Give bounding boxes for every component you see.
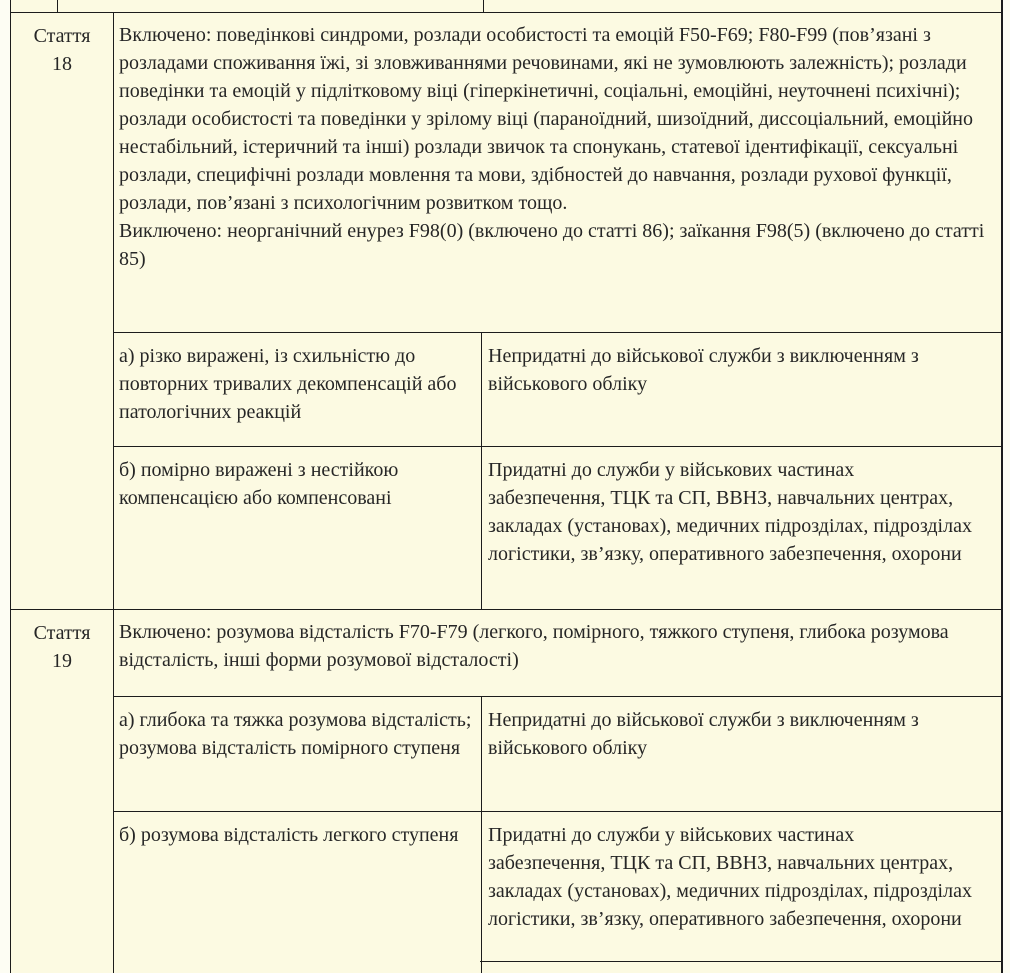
previous-row-cell xyxy=(58,0,484,12)
verdict-cell-a: Непридатні до військової служби з виключенням з військового обліку xyxy=(488,345,919,395)
verdict-cell-b: Придатні до служби у військових частинах забезпечення, ТЦК та СП, ВВНЗ, навчальних центрах, закладах (установах), медичних підрозділах, підрозділах логістики, зв’язку, оперативного забезпечення, охорони xyxy=(488,824,972,930)
included-text: Включено: розумова відсталість F70-F79 (легкого, помірного, тяжкого ступеня, глибока розумова відсталість, інші форми розумової відсталості) xyxy=(119,621,949,671)
article-number: 18 xyxy=(52,53,72,75)
table-border-fragment xyxy=(480,961,1001,962)
article-19-row xyxy=(11,610,1001,973)
article-description-cell xyxy=(114,610,1001,697)
fitness-regulations-table xyxy=(10,0,1003,973)
condition-cell-b: б) помірно виражені з нестійкою компенсацією або компенсовані xyxy=(114,447,482,609)
article-body xyxy=(114,13,1001,609)
article-body xyxy=(114,610,1001,973)
previous-row-cell xyxy=(11,0,58,12)
excluded-text: Виключено: неорганічний енурез F98(0) (включено до статті 86); заїкання F98(5) (включено до статті 85) xyxy=(119,220,985,270)
article-number-cell xyxy=(11,610,114,973)
previous-row-fragment xyxy=(11,0,1001,13)
verdict-cell-a: Непридатні до військової служби з виключенням з військового обліку xyxy=(488,709,919,759)
included-text: Включено: поведінкові синдроми, розлади особистості та емоцій F50-F69; F80-F99 (пов’язані з розладами споживання їжі, зі зловживаннями речовинами, які не зумовлюють залежність); розлади поведінки та емоцій у підлітковому віці (гіперкінетичні, соціальні, емоційні, неуточнені психічні); розлади особистості та поведінки у зрілому віці (параноїдний, шизоїдний, диссоціальний, емоційно нестабільний, істеричний та інші) розлади звичок та спонукань, статевої ідентифікації, сексуальні розлади, специфічні розлади мовлення та мови, здібностей до навчання, розлади рухової функції, розлади, пов’язані з психологічним розвитком тощо. xyxy=(119,24,973,214)
table-row xyxy=(114,333,1001,447)
article-number-cell xyxy=(11,13,114,609)
article-18-row xyxy=(11,13,1001,610)
condition-cell-a: а) різко виражені, із схильністю до повторних тривалих декомпенсацій або патологічних реакцій xyxy=(114,333,482,446)
previous-row-cell xyxy=(484,0,1001,12)
condition-cell-b: б) розумова відсталість легкого ступеня xyxy=(114,812,482,973)
verdict-cell-b: Придатні до служби у військових частинах забезпечення, ТЦК та СП, ВВНЗ, навчальних центрах, закладах (установах), медичних підрозділах, підрозділах логістики, зв’язку, оперативного забезпечення, охорони xyxy=(488,459,972,565)
table-row xyxy=(114,812,1001,973)
table-row xyxy=(114,447,1001,609)
article-description-cell xyxy=(114,13,1001,333)
table-row xyxy=(114,697,1001,812)
article-number: 19 xyxy=(52,650,72,672)
article-label: Стаття xyxy=(33,25,91,47)
article-label: Стаття xyxy=(33,622,91,644)
condition-cell-a: а) глибока та тяжка розумова відсталість; розумова відсталість помірного ступеня xyxy=(114,697,482,811)
